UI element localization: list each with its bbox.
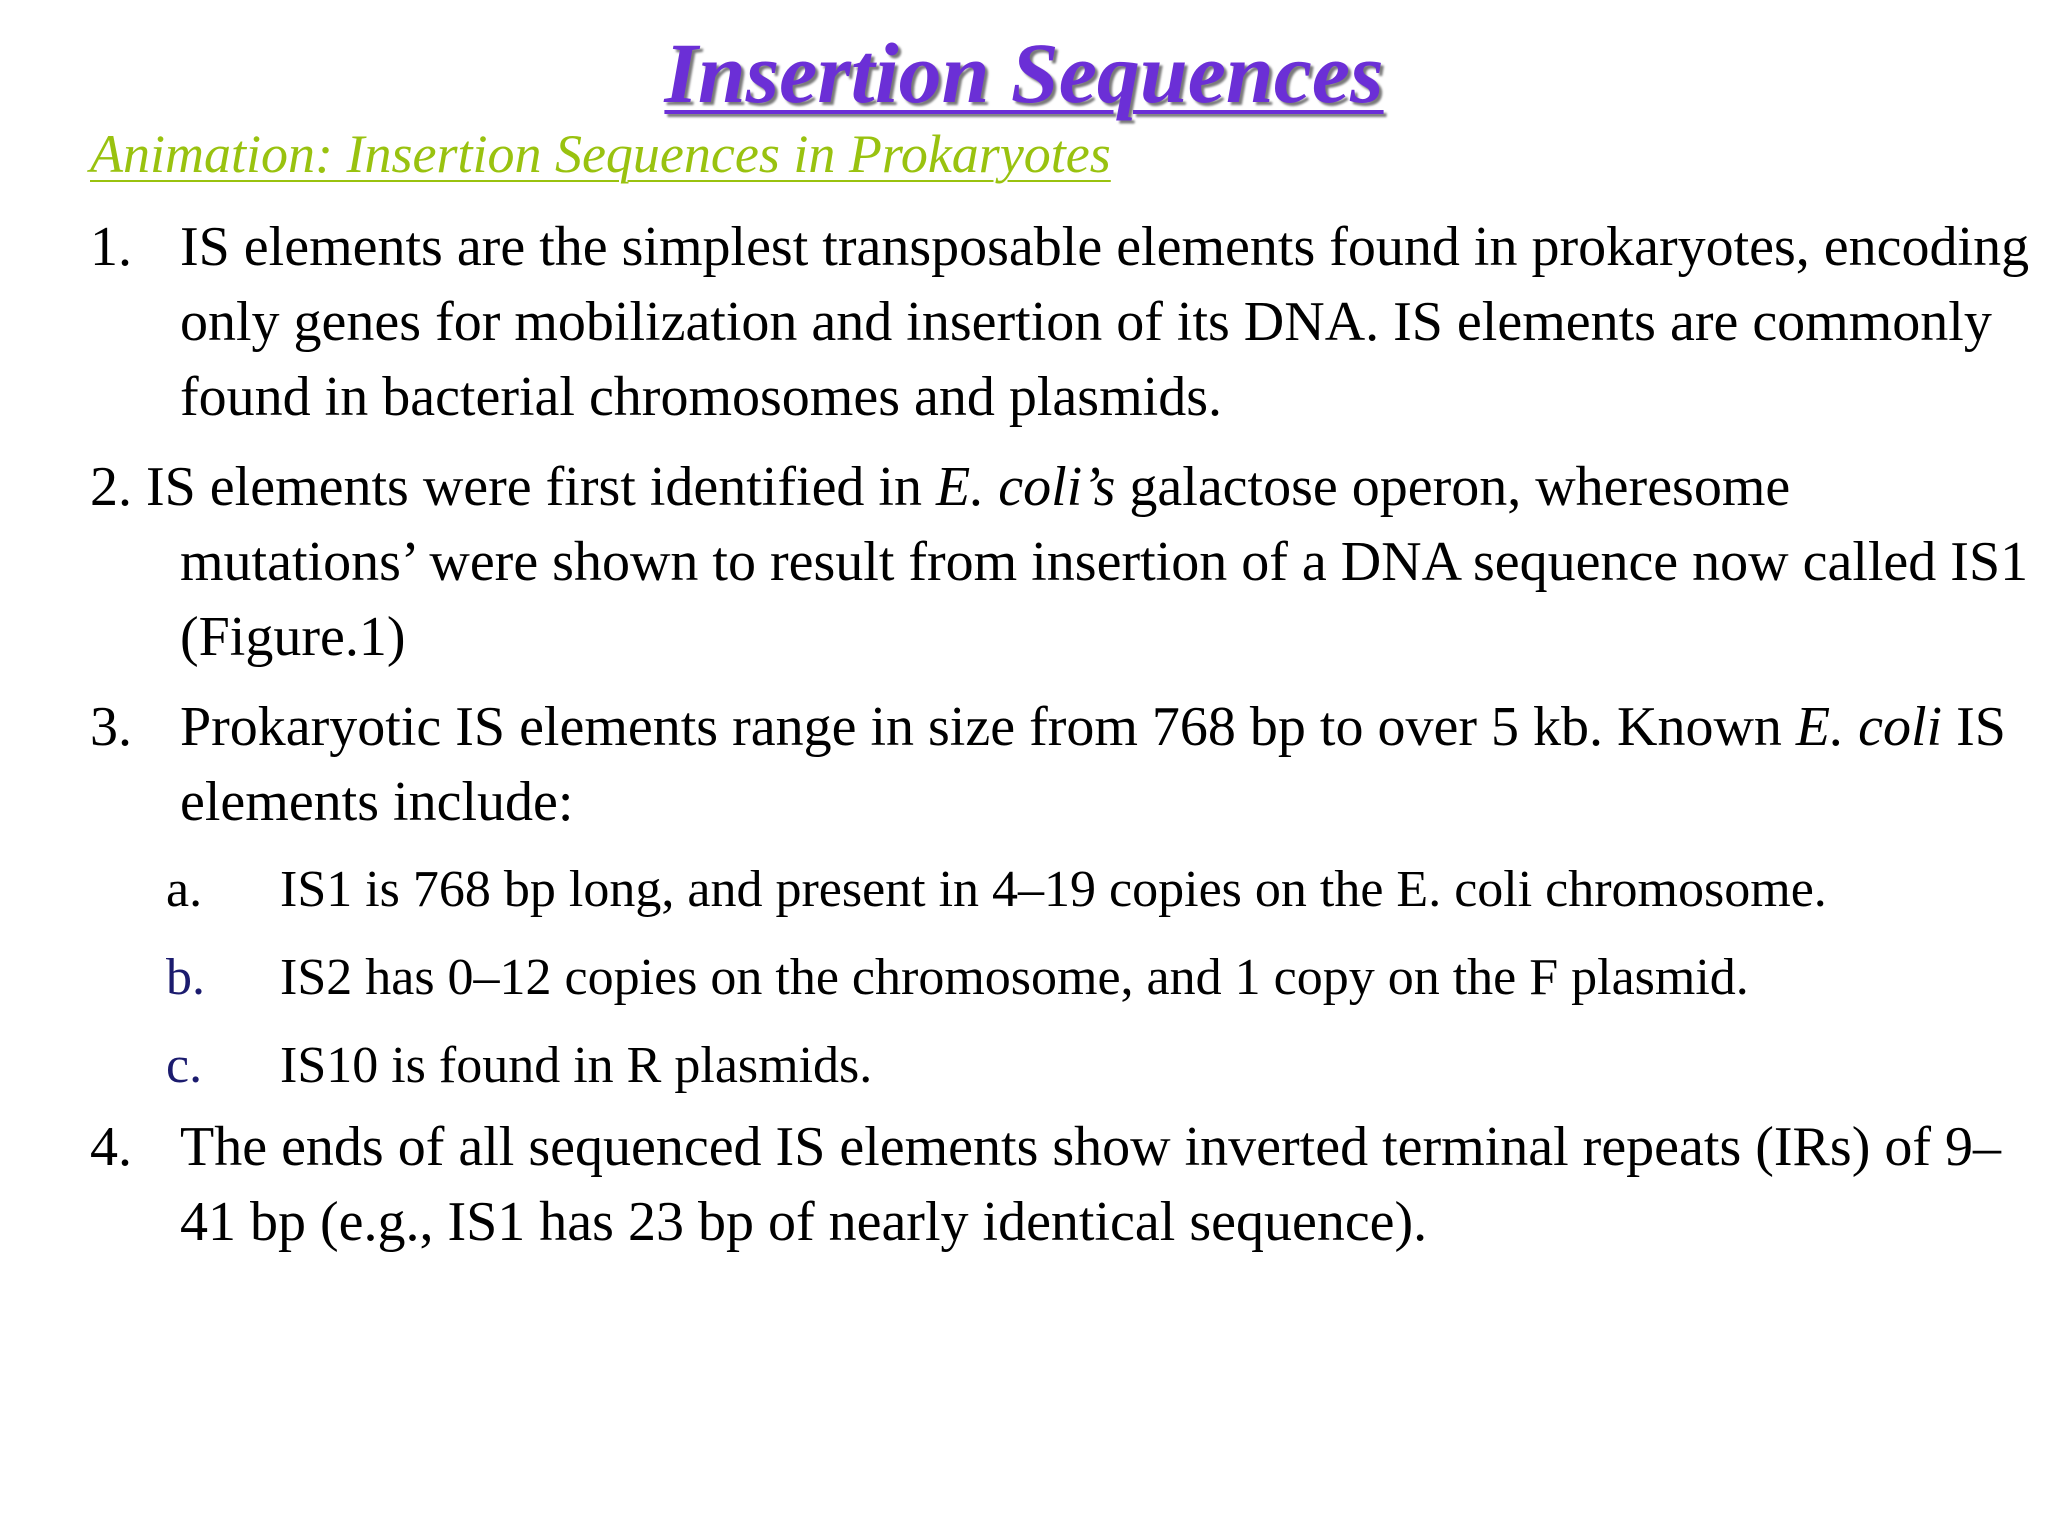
list-number-2: 2.	[90, 456, 132, 518]
list-item-2	[90, 450, 2030, 675]
list-number-3: 3.	[90, 696, 132, 758]
list-text-2-after: galactose operon, wheresome mutations’ were shown to result from insertion of a DNA sequence now called IS1 (Figure.1)	[180, 456, 2029, 668]
list-text-3	[90, 690, 2030, 840]
animation-link[interactable]: Animation: Insertion Sequences in Prokaryotes	[90, 124, 1111, 184]
sub-letter-b: b.	[166, 949, 205, 1006]
list-text-2-italic: E. coli’s	[936, 456, 1116, 518]
sub-letter-c: c.	[166, 1037, 203, 1094]
sub-item-a	[166, 855, 2026, 925]
sub-item-c	[166, 1031, 2026, 1101]
list-item-3	[90, 690, 2030, 840]
sub-text-a: IS1 is 768 bp long, and present in 4–19 copies on the E. coli chromosome.	[280, 861, 1827, 918]
list-text-2	[90, 450, 2030, 675]
list-text-1: IS elements are the simplest transposable elements found in prokaryotes, encoding only genes for mobilization and insertion of its DNA. IS elements are commonly found in bacterial chromosomes and plasmids.	[180, 216, 2030, 428]
list-text-4: The ends of all sequenced IS elements show inverted terminal repeats (IRs) of 9–41 bp (e.g., IS1 has 23 bp of nearly identical sequence).	[180, 1116, 2001, 1253]
list-text-3-before: Prokaryotic IS elements range in size from 768 bp to over 5 kb. Known	[180, 696, 1796, 758]
sub-text-b: IS2 has 0–12 copies on the chromosome, and 1 copy on the F plasmid.	[280, 949, 1749, 1006]
sub-item-b	[166, 943, 2026, 1013]
list-text-3-italic: E. coli	[1795, 696, 1943, 758]
slide-title: Insertion Sequences	[664, 25, 1384, 121]
sub-letter-a: a.	[166, 861, 203, 918]
list-number-1: 1.	[90, 216, 132, 278]
list-number-4: 4.	[90, 1116, 132, 1178]
list-item-1	[90, 210, 2030, 435]
sub-text-c: IS10 is found in R plasmids.	[280, 1037, 873, 1094]
list-item-4	[90, 1110, 2030, 1260]
list-text-2-before: IS elements were first identified in	[146, 456, 936, 518]
list-text-3-after: IS elements include:	[180, 696, 2006, 833]
